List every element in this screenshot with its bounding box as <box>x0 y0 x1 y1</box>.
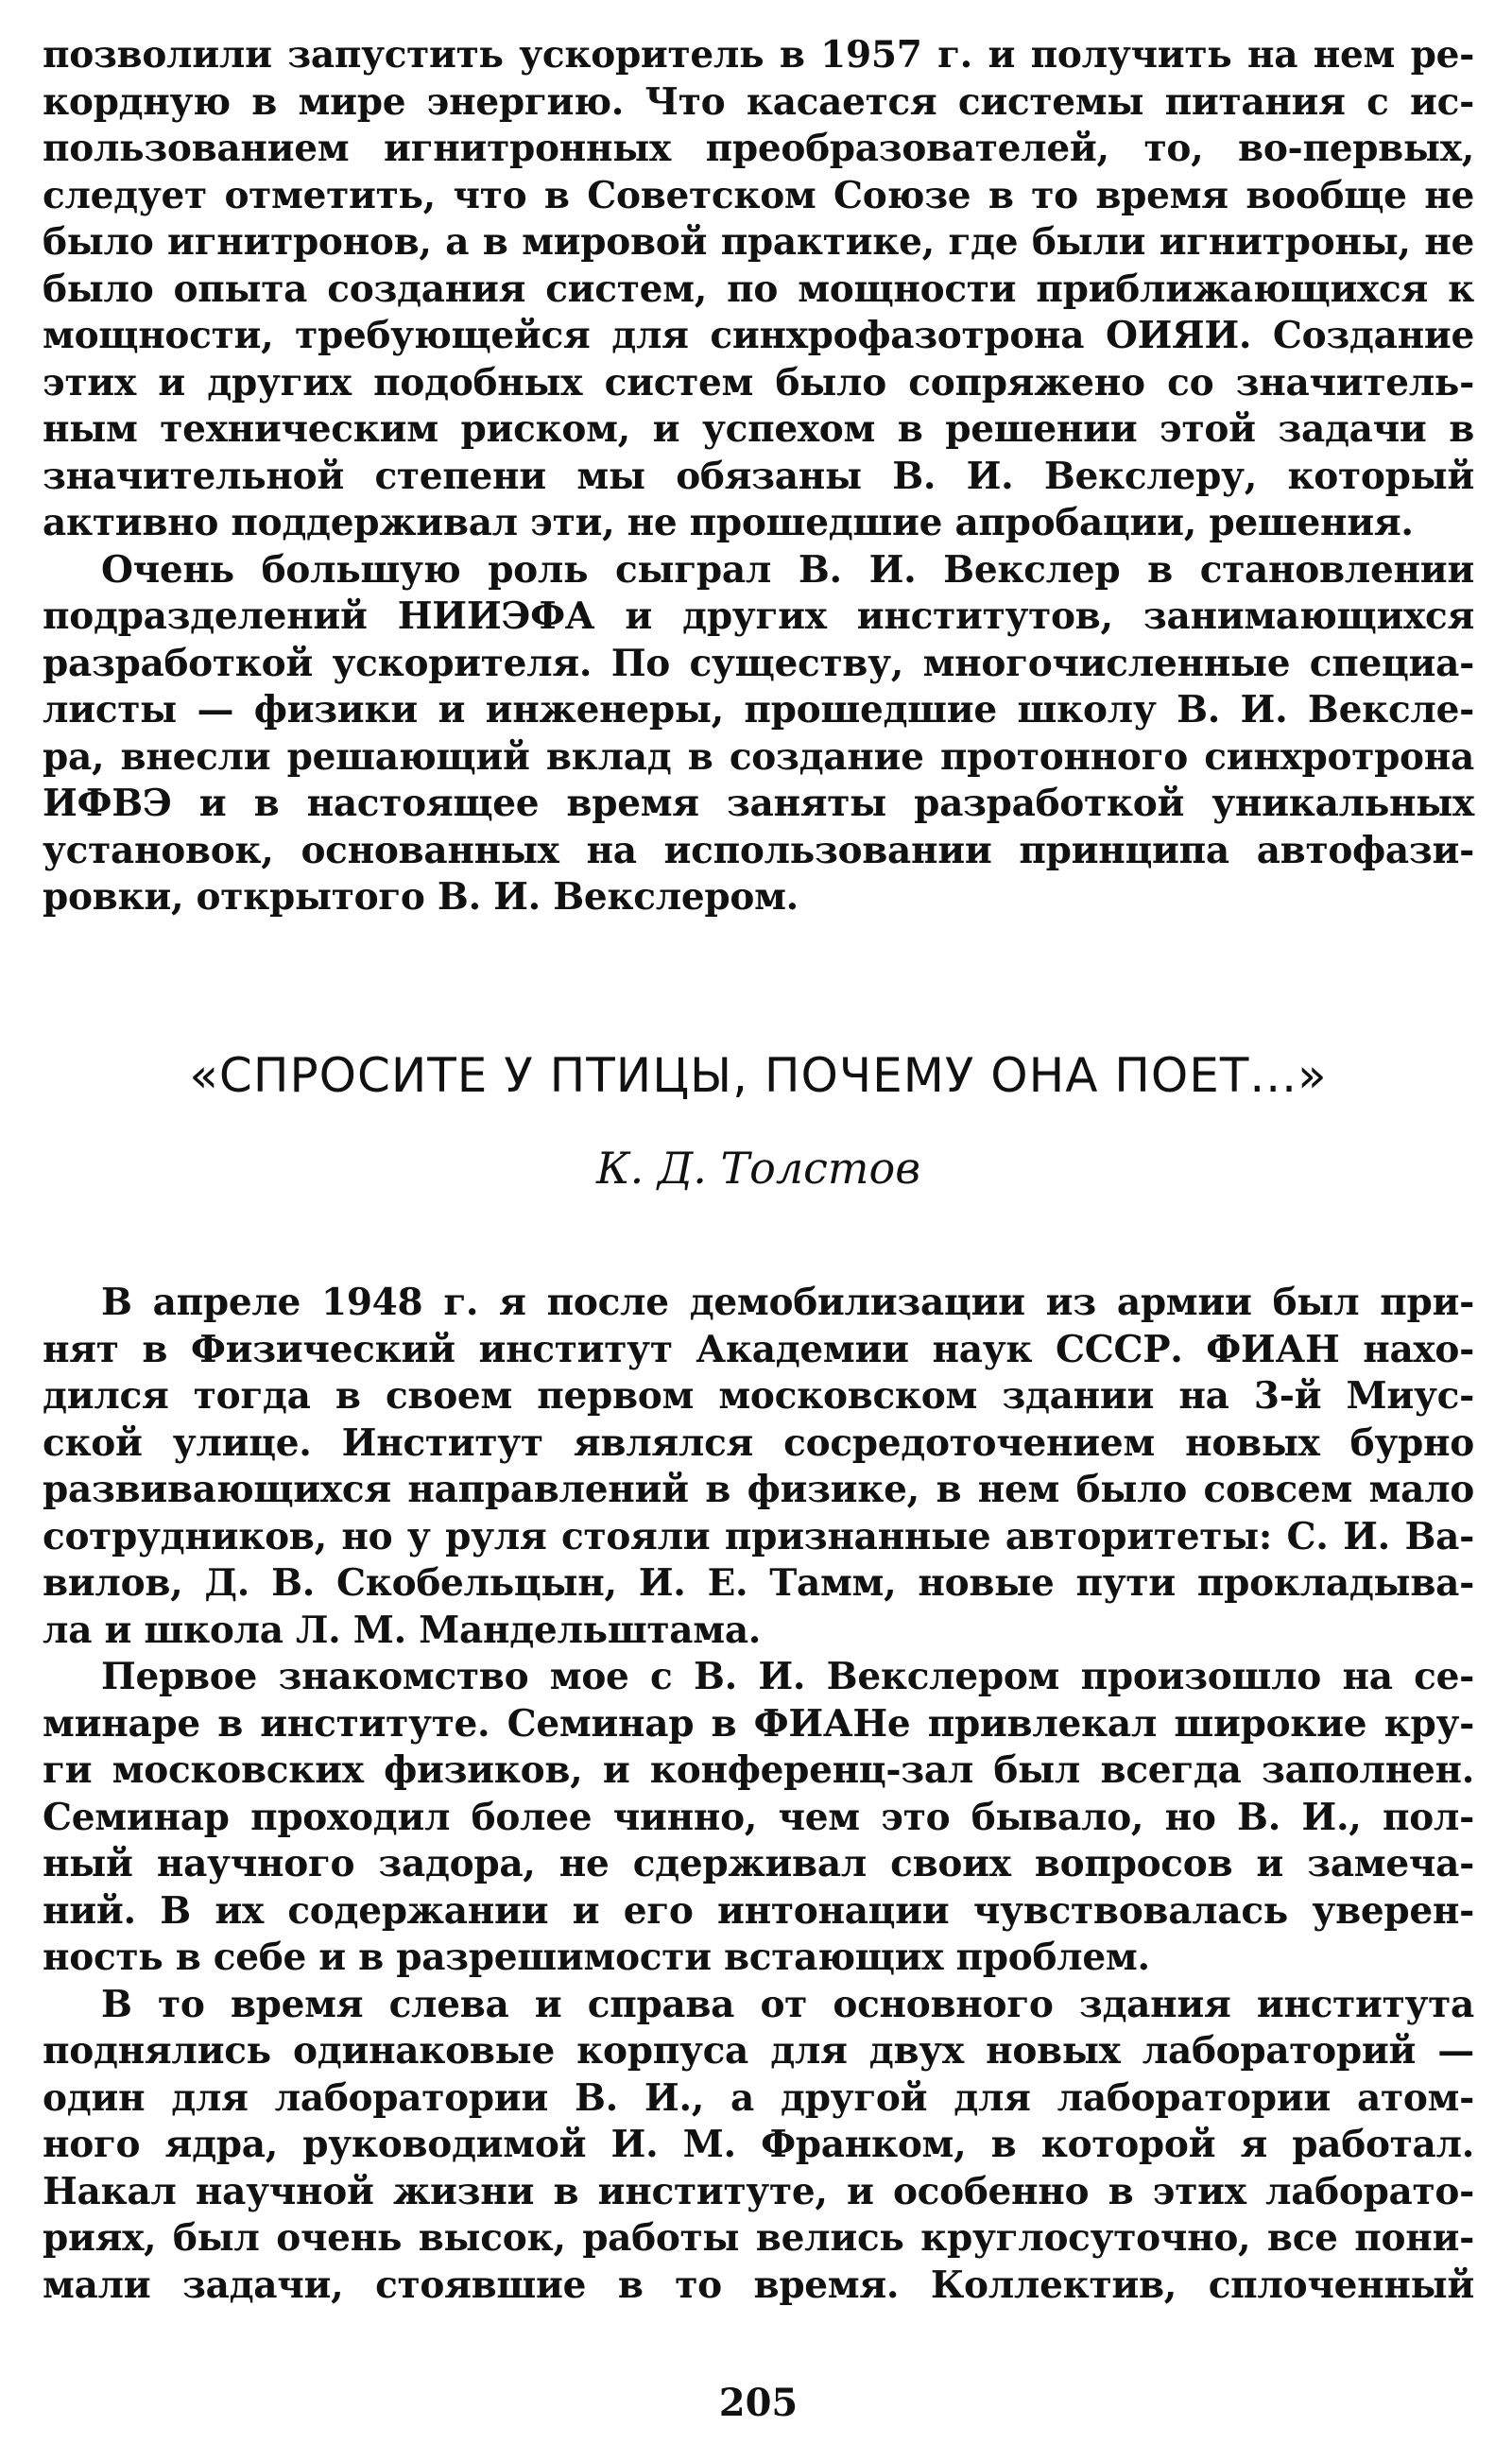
page-number: 205 <box>718 2381 799 2425</box>
text-line: сотрудников, но у руля стояли признанные авторитеты: С. И. Ва- <box>43 1514 1474 1558</box>
text-line: Семинар проходил более чинно, чем это бывало, но В. И., пол- <box>43 1795 1474 1839</box>
previous-article-ending <box>43 32 1474 921</box>
text-line: ровки, открытого В. И. Векслером. <box>43 875 799 919</box>
text-line: В апреле 1948 г. я после демобилизации из армии был при- <box>101 1281 1474 1324</box>
text-line: Накал научной жизни в институте, и особенно в этих лаборато- <box>43 2169 1474 2213</box>
text-line: позволили запустить ускоритель в 1957 г. и получить на нем ре- <box>43 33 1474 77</box>
text-line: поднялись одинаковые корпуса для двух новых лабораторий — <box>43 2029 1474 2073</box>
text-line: подразделений НИИЭФА и других институтов, занимающихся <box>43 594 1474 638</box>
text-line: ИФВЭ и в настоящее время заняты разработкой уникальных <box>43 782 1474 825</box>
paragraph <box>43 1982 1474 2310</box>
text-line: следует отметить, что в Советском Союзе в то время вообще не <box>43 173 1474 217</box>
text-line: ность в себе и в разрешимости встающих проблем. <box>43 1936 1150 1979</box>
paragraph <box>43 1280 1474 1654</box>
text-line: нят в Физический институт Академии наук СССР. ФИАН нахо- <box>43 1327 1474 1371</box>
text-line: было опыта создания систем, по мощности приближающихся к <box>43 267 1474 311</box>
paragraph <box>43 547 1474 921</box>
text-line: риях, был очень высок, работы велись круглосуточно, все пони- <box>43 2216 1474 2260</box>
text-line: один для лаборатории В. И., а другой для лаборатории атом- <box>43 2075 1474 2120</box>
text-line: листы — физики и инженеры, прошедшие школу В. И. Вексле- <box>43 688 1474 731</box>
paragraph <box>43 32 1474 547</box>
text-line: значительной степени мы обязаны В. И. Векслеру, который <box>43 454 1474 498</box>
text-line: ра, внесли решающий вклад в создание протонного синхротрона <box>43 734 1474 779</box>
article-author: К. Д. Толстов <box>595 1143 920 1194</box>
text-line: было игнитронов, а в мировой практике, где были игнитроны, не <box>43 220 1474 264</box>
paragraph <box>43 1654 1474 1982</box>
text-line: ного ядра, руководимой И. М. Франком, в которой я работал. <box>43 2123 1474 2166</box>
text-line: ской улице. Институт являлся сосредоточением новых бурно <box>43 1420 1474 1465</box>
text-line: кордную в мире энергию. Что касается системы питания с ис- <box>43 79 1474 124</box>
text-line: установок, основанных на использовании принципа автофази- <box>43 828 1474 872</box>
text-line: разработкой ускорителя. По существу, многочисленные специа- <box>43 641 1474 685</box>
text-line: дился тогда в своем первом московском здании на 3-й Миус- <box>43 1374 1474 1418</box>
text-line: ла и школа Л. М. Мандельштама. <box>43 1608 762 1652</box>
text-line: ный научного задора, не сдерживал своих вопросов и замеча- <box>43 1842 1474 1885</box>
text-line: мощности, требующейся для синхрофазотрона ОИЯИ. Создание <box>43 314 1474 357</box>
text-line: мали задачи, стоявшие в то время. Коллектив, сплоченный <box>43 2263 1474 2307</box>
article-title: «СПРОСИТЕ У ПТИЦЫ, ПОЧЕМУ ОНА ПОЕТ...» <box>189 1048 1328 1103</box>
text-line: В то время слева и справа от основного здания института <box>101 1982 1474 2026</box>
text-line: вилов, Д. В. Скобельцын, И. Е. Тамм, новые пути прокладыва- <box>43 1561 1474 1605</box>
text-line: пользованием игнитронных преобразователей, то, во-первых, <box>43 127 1474 170</box>
text-line: ги московских физиков, и конференц-зал был всегда заполнен. <box>43 1748 1474 1792</box>
text-line: этих и других подобных систем было сопряжено со значитель- <box>43 360 1474 404</box>
text-line: минаре в институте. Семинар в ФИАНе привлекал широкие кру- <box>43 1701 1474 1746</box>
text-line: ным техническим риском, и успехом в решении этой задачи в <box>43 407 1474 451</box>
article-body <box>43 1280 1474 2309</box>
text-line: Очень большую роль сыграл В. И. Векслер в становлении <box>101 547 1474 592</box>
text-line: ний. В их содержании и его интонации чувствовалась уверен- <box>43 1888 1474 1933</box>
text-line: развивающихся направлений в физике, в нем было совсем мало <box>43 1468 1474 1511</box>
text-line: Первое знакомство мое с В. И. Векслером произошло на се- <box>101 1655 1474 1698</box>
text-line: активно поддерживал эти, не прошедшие апробации, решения. <box>43 501 1414 544</box>
